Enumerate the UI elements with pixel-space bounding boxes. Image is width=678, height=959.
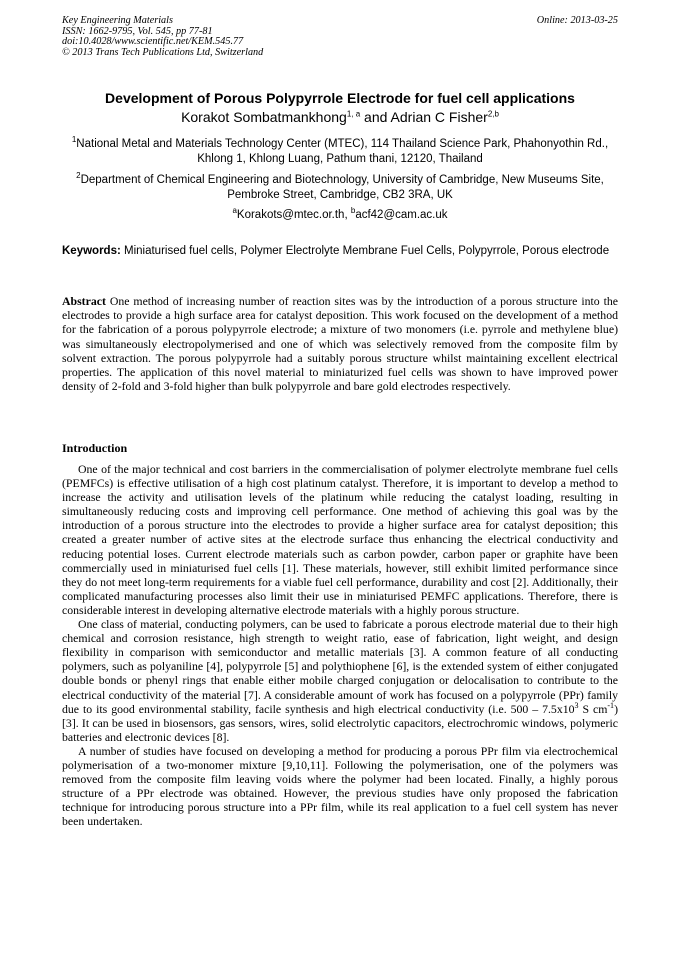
abstract-text: One method of increasing number of reaction sites was by the introduction of a porous structure into the electrodes to provide a high surface area for catalyst deposition. This work focused on the development of a method for the fabrication of a porous polypyrrole electrode; a mixture of two monomers (i.e. pyrrole and methylene blue) was simultaneously electropolymerised and one of which was selectively removed from the composite film by solvent extraction. The porous polypyrrole had a suitably porous structure whilst maintaining excellent electrical properties. The application of this novel material to miniaturized fuel cells was shown to have improved power density of 2-fold and 3-fold higher than bulk polypyrrole and bare gold electrodes respectively. <box>62 294 618 394</box>
author-1-affiliation-mark: 1, a <box>346 109 361 119</box>
intro-p2-sup-exponent: 3 <box>574 700 579 710</box>
intro-p2-part-c: ) [3]. It can be used in biosensors, gas sensors, wires, solid electrolytic capacitors, electrochromic windows, polymeric batteries and electronic devices [8]. <box>62 701 618 744</box>
author-2: Adrian C Fisher <box>390 109 488 125</box>
intro-p2-part-a: One class of material, conducting polymers, can be used to fabricate a porous electrode material due to their high chemical and corrosion resistance, high strength to weight ratio, ease of fabrication, light weight, and design flexibility in comparison with semiconductor and metallic materials [3]. A common feature of all conducting polymers, such as polyaniline [4], polypyrrole [5] and polythiophene [6], is the extended system of either conjugated double bonds or phenyl rings that enable either mobile charged conjugation or delocalisation to contribute to the electrical conductivity of the material [7]. A considerable amount of work has focused on a polypyrrole (PPr) family due to its good environmental stability, facile synthesis and high electrical conductivity (i.e. 500 – 7.5x10 <box>62 617 618 716</box>
affiliation-1-text: National Metal and Materials Technology Center (MTEC), 114 Thailand Science Park, Phahonyothin Rd., Khlong 1, Khlong Luang, Pathum thani, 12120, Thailand <box>76 138 609 165</box>
email-a-mark: a <box>232 206 237 216</box>
intro-p2-sup-unit: -1 <box>607 700 615 710</box>
affiliation-2 <box>60 173 620 202</box>
intro-p2-part-b: S cm <box>578 701 608 716</box>
affiliation-1-mark: 1 <box>71 135 77 145</box>
author-2-affiliation-mark: 2,b <box>487 109 499 119</box>
email-a[interactable]: Korakots@mtec.or.th, <box>236 209 351 221</box>
journal-header <box>62 16 618 58</box>
keywords-label: Keywords: <box>62 245 121 257</box>
introduction-body <box>62 462 618 828</box>
intro-paragraph-2 <box>62 617 618 744</box>
journal-doi: doi:10.4028/www.scientific.net/KEM.545.77 <box>62 36 244 48</box>
abstract-section <box>62 294 618 393</box>
affiliation-1 <box>60 137 620 166</box>
author-1: Korakot Sombatmankhong <box>181 109 347 125</box>
keywords-text: Miniaturised fuel cells, Polymer Electrolyte Membrane Fuel Cells, Polypyrrole, Porous electrode <box>120 245 610 257</box>
email-b[interactable]: acf42@cam.ac.uk <box>355 209 448 221</box>
keywords-section <box>62 244 618 259</box>
journal-name: Key Engineering Materials <box>62 15 173 26</box>
introduction-heading: Introduction <box>62 441 128 455</box>
intro-paragraph-1: One of the major technical and cost barriers in the commercialisation of polymer electrolyte membrane fuel cells (PEMFCs) is effective utilisation of a high cost platinum catalyst. Therefore, it is important to develop a method to increase the activity and utilisation levels of the platinum while reducing the catalyst loading, resulting in simultaneously reducing costs and improving cell performance. One method of achieving this goal was by the introduction of a porous structure into the electrodes to provide a higher surface area for catalyst deposition; this created a greater number of active sites at the electrode surface thus enhancing the electrical conductivity and reducing potential loses. Current electrode materials such as carbon powder, carbon paper or graphite have been commercially used in miniaturised fuel cells [1]. These materials, however, still exhibit limited performance since they do not meet long-term requirements for a viable fuel cell performance, durability and cost [2]. Additionally, their complicated manufacturing processes also limit their use in miniaturised PEMFC applications. Therefore, there is considerable interest in developing alternative electrode materials with a highly porous structure. <box>62 462 618 617</box>
email-b-mark: b <box>350 206 356 216</box>
affiliation-2-text: Department of Chemical Engineering and Biotechnology, University of Cambridge, New Museums Site, Pembroke Street, Cambridge, CB2 3RA, UK <box>80 174 604 201</box>
affiliation-2-mark: 2 <box>76 171 81 181</box>
author-list <box>40 108 640 126</box>
journal-issn: ISSN: 1662-9795, Vol. 545, pp 77-81 <box>62 25 213 37</box>
journal-copyright: © 2013 Trans Tech Publications Ltd, Switzerland <box>62 46 264 58</box>
online-date: Online: 2013-03-25 <box>536 15 618 26</box>
intro-paragraph-3: A number of studies have focused on developing a method for producing a porous PPr film via electrochemical polymerisation of a two-monomer mixture [9,10,11]. Following the polymerisation, one of the polymers was removed from the composite film leaving voids where the polymer had been located. Finally, a highly porous structure of a PPr electrode was obtained. However, the previous studies have only proposed the fabrication technique for introducing porous structure into a PPr film, while its real application to a fuel cell system has never been undertaken. <box>62 743 618 829</box>
paper-title: Development of Porous Polypyrrole Electrode for fuel cell applications <box>105 90 575 106</box>
abstract-label: Abstract <box>62 294 106 308</box>
author-emails <box>60 208 620 222</box>
author-conjunction: and <box>360 109 391 125</box>
